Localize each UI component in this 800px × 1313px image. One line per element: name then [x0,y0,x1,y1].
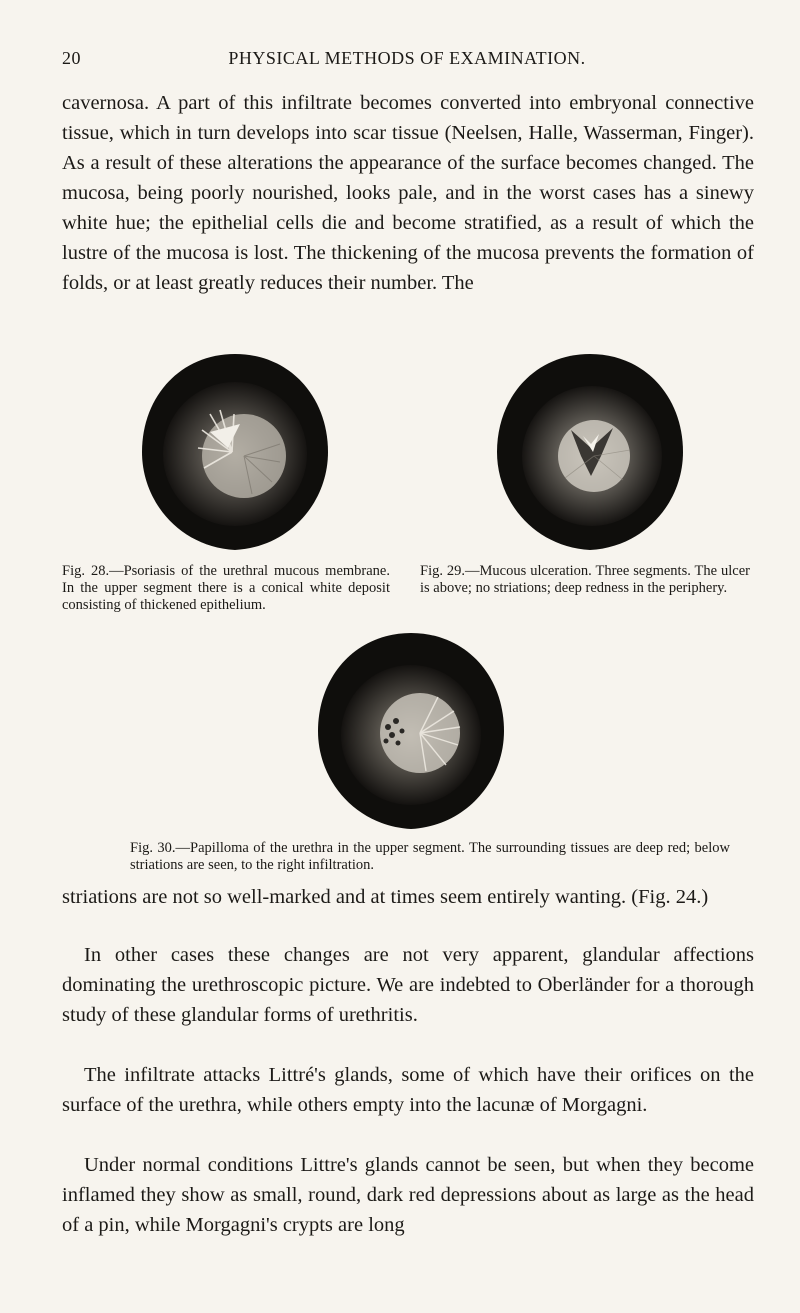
figure-30-plate [316,631,506,831]
body-paragraph-5: Under normal conditions Littre's glands cannot be seen, but when they become inflamed they show as small, round, dark red depressions about as large as the head of a pin, while Morgagni's crypts are long [62,1154,754,1236]
figure-29-illustration [495,352,685,552]
running-header [62,48,752,78]
figure-29-caption: Fig. 29.—Mucous ulceration. Three segments. The ulcer is above; no striations; deep redness in the periphery. [420,563,750,596]
body-paragraph-1: cavernosa. A part of this infiltrate becomes converted into embryonal connective tissue, which in turn develops into scar tissue (Neelsen, Halle, Wasserman, Finger). As a result of these alterations the appearance of the surface becomes changed. The mucosa, being poorly nourished, looks pale, and in the worst cases has a sinewy white hue; the epithelial cells die and become stratified, as a result of which the lustre of the mucosa is lost. The thickening of the mucosa prevents the formation of folds, or at least greatly reduces their number. The [62,92,754,294]
running-title: PHYSICAL METHODS OF EXAMINATION. [228,48,586,68]
page-number: 20 [62,48,81,68]
body-paragraph-3: In other cases these changes are not very apparent, glandular affections dominating the urethroscopic picture. We are indebted to Oberländer for a thorough study of these glandular forms of urethritis. [62,944,754,1026]
body-paragraph-2: striations are not so well-marked and at times seem entirely wanting. (Fig. 24.) [62,886,709,908]
body-paragraph-4: The infiltrate attacks Littré's glands, some of which have their orifices on the surface of the urethra, while others empty into the lacunæ of Morgagni. [62,1064,754,1116]
figure-30-illustration [316,631,506,831]
figure-30-caption: Fig. 30.—Papilloma of the urethra in the upper segment. The surrounding tissues are deep red; below striations are seen, to the right infiltration. [130,840,730,873]
figure-29-plate [495,352,685,552]
figure-28-caption: Fig. 28.—Psoriasis of the urethral mucous membrane. In the upper segment there is a conical white deposit consisting of thickened epithelium. [62,563,390,613]
figure-28-plate [140,352,330,552]
figure-28-illustration [140,352,330,552]
